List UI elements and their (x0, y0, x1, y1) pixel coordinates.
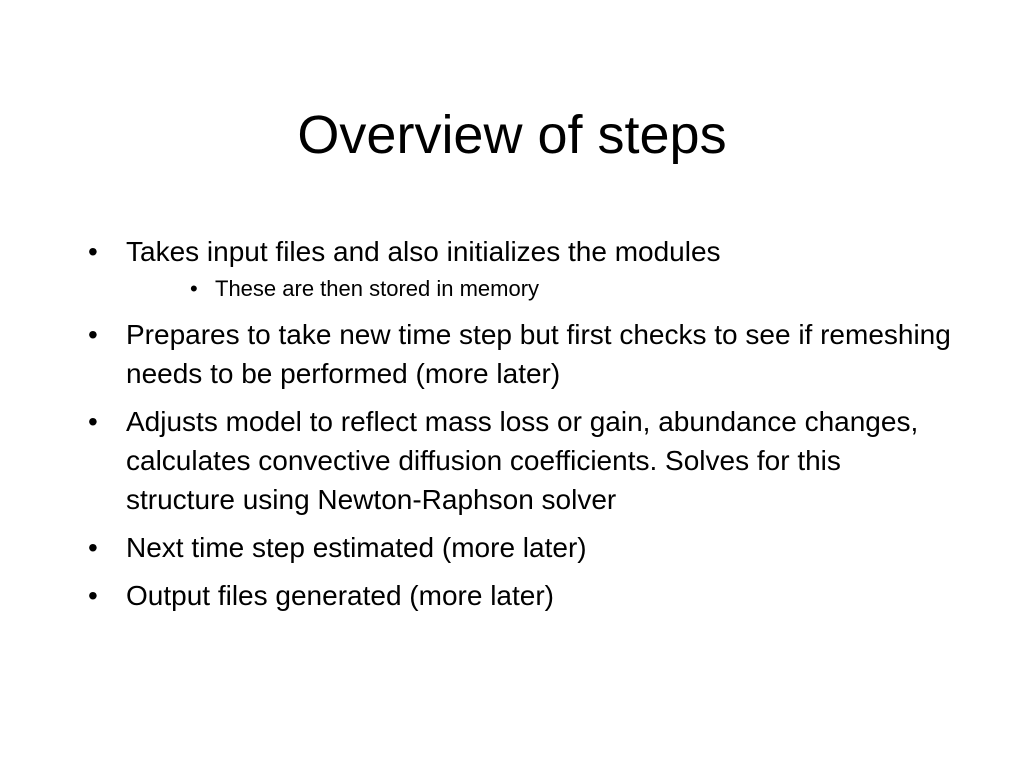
bullet-list (84, 232, 954, 624)
bullet-icon: • (88, 319, 98, 350)
sub-bullet-icon: • (190, 276, 198, 301)
bullet-icon: • (88, 532, 98, 563)
bullet-text: Output files generated (more later) (126, 580, 554, 611)
bullet-item (84, 232, 954, 271)
bullet-item (84, 576, 954, 615)
bullet-icon: • (88, 580, 98, 611)
bullet-text: Prepares to take new time step but first checks to see if remeshing needs to be performed (more later) (126, 319, 951, 389)
bullet-text: Next time step estimated (more later) (126, 532, 587, 563)
sub-bullet-item (84, 274, 954, 304)
bullet-icon: • (88, 406, 98, 437)
sub-bullet-text: These are then stored in memory (215, 276, 540, 301)
slide-title: Overview of steps (297, 105, 727, 165)
bullet-icon: • (88, 236, 98, 267)
bullet-item (84, 315, 954, 393)
bullet-item (84, 528, 954, 567)
bullet-text: Takes input files and also initializes the modules (126, 236, 721, 267)
bullet-item (84, 402, 954, 519)
bullet-text: Adjusts model to reflect mass loss or gain, abundance changes, calculates convective diffusion coefficients. Solves for this structure using Newton-Raphson solver (126, 406, 919, 515)
